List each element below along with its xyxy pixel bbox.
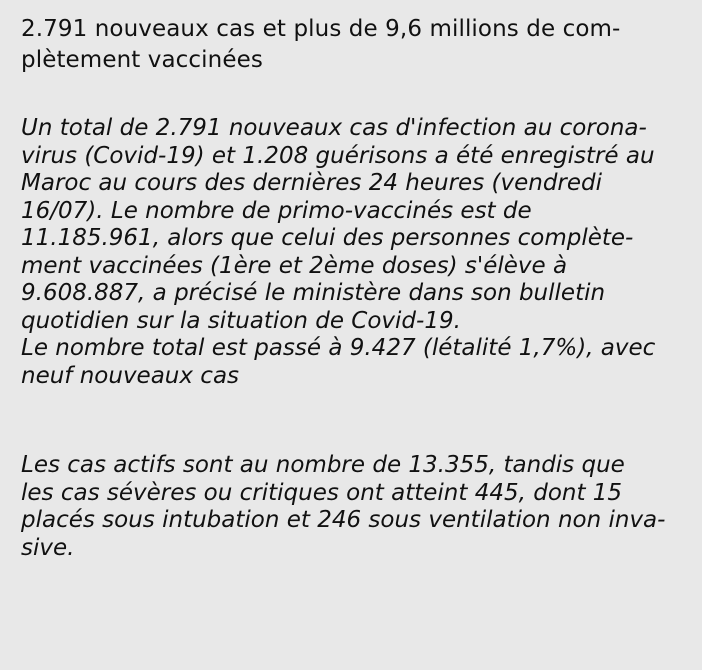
title-line: 2.791 nouveaux cas et plus de 9,6 millions de com- <box>21 16 621 42</box>
article-paragraph-deaths <box>21 335 693 390</box>
paragraph-line: neuf nouveaux cas <box>21 362 240 389</box>
paragraph-line: 16/07). Le nombre de primo-vaccinés est de <box>21 197 532 224</box>
paragraph-line: sive. <box>21 534 75 561</box>
paragraph-line: Un total de 2.791 nouveaux cas d'infection au corona- <box>21 115 647 141</box>
title-line: plètement vaccinées <box>21 47 263 73</box>
paragraph-line: 9.608.887, a précisé le ministère dans son bulletin <box>21 280 606 306</box>
article-paragraph-active-cases <box>21 452 693 562</box>
paragraph-line: quotidien sur la situation de Covid-19. <box>21 307 461 334</box>
paragraph-line: Le nombre total est passé à 9.427 (létalité 1,7%), avec <box>21 335 656 361</box>
paragraph-line: Les cas actifs sont au nombre de 13.355, tandis que <box>21 452 625 478</box>
paragraph-line: 11.185.961, alors que celui des personnes complète- <box>21 225 634 251</box>
paragraph-line: les cas sévères ou critiques ont atteint 445, dont 15 <box>21 479 623 506</box>
article-paragraph-cases <box>21 115 693 335</box>
paragraph-line: Maroc au cours des dernières 24 heures (vendredi <box>21 170 603 196</box>
paragraph-line: ment vaccinées (1ère et 2ème doses) s'élève à <box>21 252 568 279</box>
paragraph-line: placés sous intubation et 246 sous ventilation non inva- <box>21 507 666 533</box>
paragraph-line: virus (Covid-19) et 1.208 guérisons a été enregistré au <box>21 142 655 169</box>
article-title <box>21 14 693 76</box>
article <box>21 14 693 562</box>
